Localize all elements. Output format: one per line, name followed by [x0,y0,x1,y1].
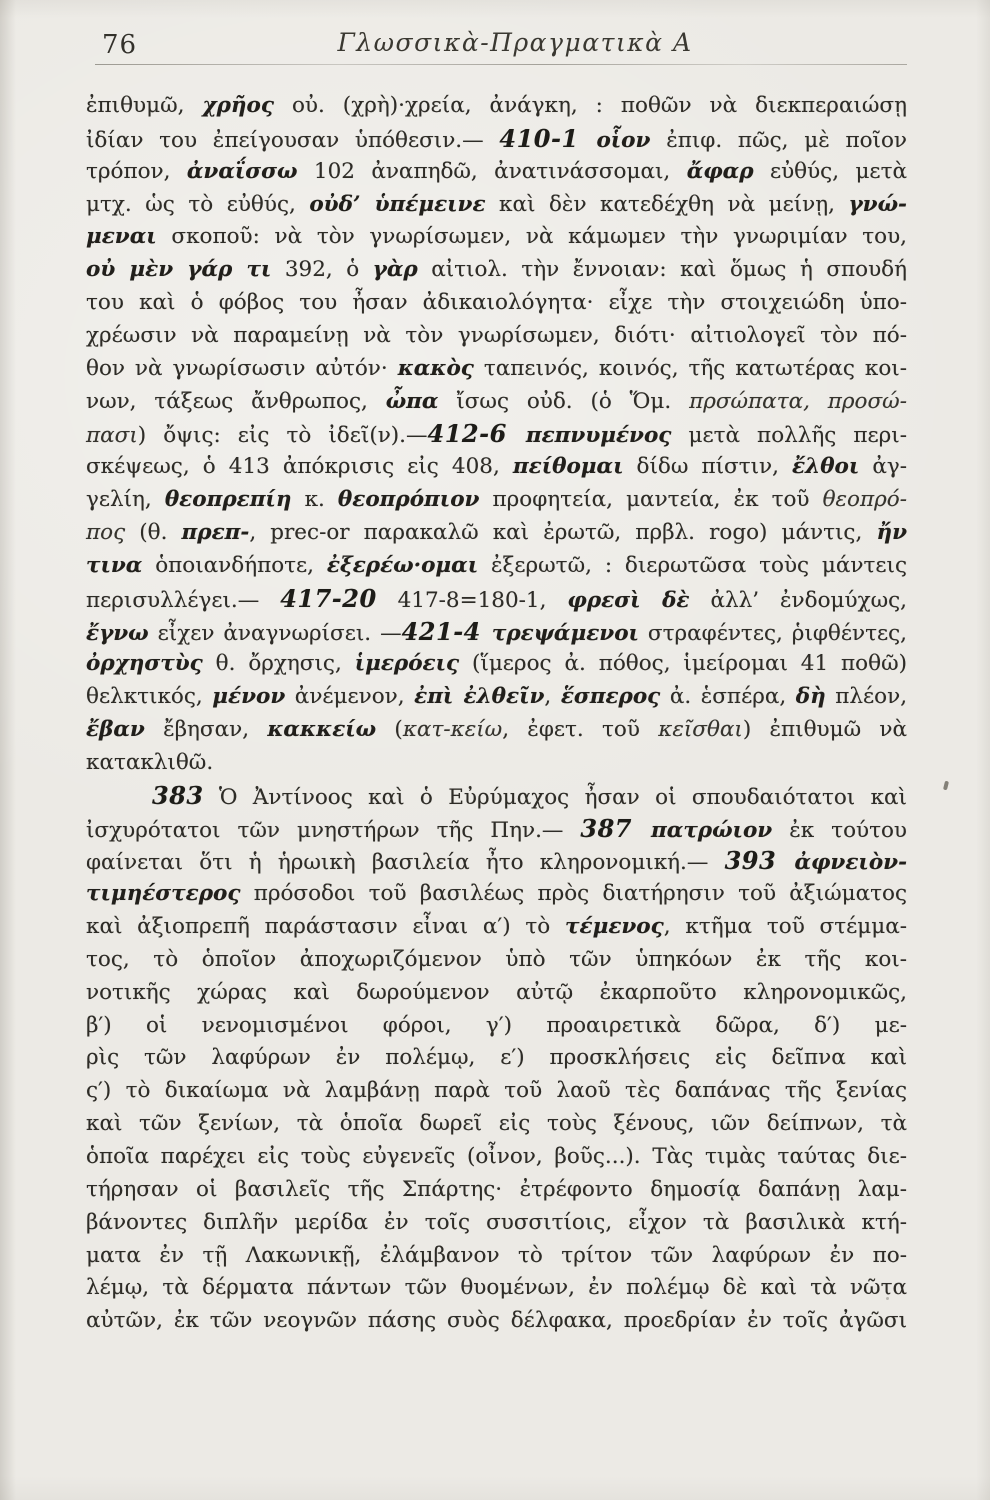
body-text: ἐπιθυμῶ, [86,93,203,118]
lemma: ἕσπερος [560,684,661,710]
text-line [86,1174,907,1207]
lemma: τρεψάμενοι [491,620,639,646]
lemma: ὦπα [385,388,439,414]
paragraph [86,90,907,780]
lemma: χρῆος [202,93,274,118]
lemma: ἱμερόεις [354,651,460,677]
body-text: ἴσως οὐδ. (ὁ Ὅμ. [438,388,690,414]
body-text: χρέωσιν νὰ παραμείνῃ νὰ τὸν γνωρίσωμεν, διότι· αἰτιολογεῖ τὸν πό- [86,322,907,348]
body-text: βάνοντες διπλῆν μερίδα ἐν τοῖς συσσιτίοις, εἶχον τὰ βασιλικὰ κτή- [86,1209,907,1235]
text-line [86,648,907,681]
lemma: κακκείω [267,717,377,743]
lemma: μένον [212,684,286,710]
body-text: ) ἐπιθυμῶ νὰ [742,717,907,743]
lemma: πείθομαι [512,454,624,480]
page-header [0,28,990,62]
body-text: ταπεινός, κοινός, τῆς κατωτέρας κοι- [473,355,907,381]
text-line [86,1141,907,1174]
verse-number: 383 [152,780,204,810]
text-line [86,221,907,254]
lemma: γὰρ [372,257,418,283]
body-text: , prec-or παρακαλῶ καὶ ἐρωτῶ, πρβλ. rogo) μάντις, [249,519,877,545]
text-line [86,845,907,878]
body-text: τρόπον, [86,158,187,184]
text-line [86,353,907,386]
text-line [86,944,907,977]
body-text: πλέον, [825,684,908,710]
body-text: νοτικῆς χώρας καὶ δωρούμενον αὐτῷ ἐκαρποῦτο κληρονομικῶς, [86,979,907,1005]
ink-speck [943,781,949,791]
lemma: ἔγνω [86,620,149,646]
lemma: μεναι [86,224,157,250]
text-line [86,123,907,156]
body-text: ἀγ- [859,454,908,480]
body-text: αὐτῶν, ἐκ τῶν νεογνῶν πάσης συὸς δέλφακα, προεδρίαν ἐν τοῖς ἀγῶσι [86,1308,907,1334]
lemma: οὐδ’ ὑπέμεινε [309,191,486,217]
lemma: ἔλθοι [792,454,860,480]
lemma: ἀφνειὸν- [794,850,908,876]
text-line [86,583,907,616]
body-text: Ὁ Ἀντίνοος καὶ ὁ Εὐρύμαχος ἦσαν οἱ σπουδαιότατοι καὶ [203,784,907,810]
verse-number: 421-4 [401,616,492,646]
body-text: θ. ὄρχησις, [202,651,355,677]
body-text: νων, τάξεως ἄνθρωπος, [86,388,386,414]
body-text: δίδω πίστιν, [623,454,793,480]
body-text: ἐπιφ. πῶς, μὲ ποῖον [650,127,907,153]
text-line [86,747,907,780]
verse-number: 412-6 [427,419,526,449]
lemma: πεπνυμένος [525,423,672,449]
body-text: τήρησαν οἱ βασιλεῖς τῆς Σπάρτης· ἐτρέφοντο δημοσίᾳ δαπάνῃ λαμ- [86,1176,907,1202]
body-text: ἰδίαν του ἐπείγουσαν ὑπόθεσιν.— [86,127,500,153]
text-line [86,1075,907,1108]
paragraph [86,780,907,1338]
body-text: περισυλλέγει.— [86,587,281,613]
body-text: ἔβησαν, [144,717,268,743]
text-line [86,320,907,353]
body-text: φαίνεται ὅτι ἡ ἡρωικὴ βασιλεία ἦτο κληρονομική.— [86,850,725,876]
body-text: 392, ὁ [271,257,373,283]
verse-number: 410-1 [499,123,597,153]
text-line [86,1207,907,1240]
text-line [86,287,907,320]
body-text: καὶ τῶν ξενίων, τὰ ὁποῖα δωρεῖ εἰς τοὺς ξένους, ιῶν δείπνων, τὰ [86,1111,907,1137]
lemma: ἀναΐσσω [186,158,298,184]
italic-term: πασι [86,423,138,449]
text-line [86,911,907,944]
text-line [86,386,907,419]
text-line [86,1272,907,1305]
body-text: ρὶς τῶν λαφύρων ἐν πολέμῳ, ε′) προσκλήσεις εἰς δεῖπνα καὶ [86,1045,907,1071]
body-text: , κτῆμα τοῦ στέμμα- [663,914,907,940]
body-text: καὶ ἀξιοπρεπῆ παράστασιν εἶναι α′) τὸ [86,914,566,940]
verse-number: 417-20 [280,583,377,613]
body-text: εὐθύς, μετὰ [753,158,907,184]
body-text: ματα ἐν τῇ Λακωνικῇ, ἐλάμβανον τὸ τρίτον τῶν λαφύρων ἐν πο- [86,1242,907,1268]
lemma: θεοπρεπίη [164,487,292,513]
verse-number: 387 [580,813,652,843]
text-line [86,616,907,649]
body-text: του καὶ ὁ φόβος του ἦσαν ἀδικαιολόγητα· εἶχε τὴν στοιχειώδη ὑπο- [86,290,907,316]
lemma: πρεπ- [181,519,250,545]
body-text: , ἐφετ. τοῦ [502,717,659,743]
body-text: θελκτικός, [86,684,213,710]
body-text: μτχ. ὡς τὸ εὐθύς, [86,191,310,217]
body-text: ἀ. ἑσπέρα, [660,684,796,710]
verse-number: 393 [724,846,795,876]
text-line [86,780,907,813]
body-text: β′) οἱ νενομισμένοι φόροι, γ′) προαιρετικὰ δῶρα, δ′) με- [86,1012,907,1038]
lemma: πατρώιον [651,817,773,843]
text-line [86,977,907,1010]
body-text: θον νὰ γνωρίσωσιν αὐτόν· [86,355,398,381]
text-line [86,1010,907,1043]
body-text: ὁποῖα παρέχει εἰς τοὺς εὐγενεῖς (οἶνον, βοῦς...). Τὰς τιμὰς ταύτας διε- [86,1144,907,1169]
body-text: κατακλιθῶ. [86,749,214,775]
body-text: αἰτιολ. τὴν ἔννοιαν: καὶ ὅμως ἡ σπουδή [417,257,907,283]
lemma: τιμηέστερος [86,881,241,907]
lemma: ὀρχηστὺς [86,651,203,677]
text-line [86,189,907,222]
body-text: ἀνέμενον, [285,684,415,710]
body-text: καὶ δὲν κατεδέχθη νὰ μείνῃ, [485,191,849,217]
body-text: ἀλλ’ ἐνδομύχως, [689,587,907,613]
body-text: λέμῳ, τὰ δέρματα πάντων τῶν θυομένων, ἐν πολέμῳ δὲ καὶ τὰ νῶτα [86,1275,907,1301]
text-block [86,90,907,1338]
text-line [86,517,907,550]
text-line [86,451,907,484]
lemma: τινα [86,552,143,578]
italic-term: πρσώπατα, προσώ- [689,388,907,414]
lemma: τέμενος [565,914,664,940]
text-line [86,714,907,747]
body-text: ( [376,717,403,743]
body-text: (ἵμερος ἀ. πόθος, ἱμείρομαι 41 ποθῶ) [459,651,907,677]
lemma: κακὸς [397,355,474,381]
body-text: τος, τὸ ὁποῖον ἀποχωριζόμενον ὑπὸ τῶν ὑπηκόων ἐκ τῆς κοι- [86,946,907,972]
italic-term: κεῖσθαι [658,717,743,743]
lemma: δὴ [795,684,826,710]
running-title: Γλωσσικὰ-Πραγματικὰ Α [337,28,693,57]
text-line [86,550,907,583]
body-text: προφητεία, μαντεία, ἐκ τοῦ [479,487,823,513]
lemma: ἔβαν [86,717,145,743]
body-text: εἶχεν ἀναγνωρίσει. — [148,620,402,646]
body-text: μετὰ πολλῆς περι- [671,423,907,449]
lemma: ἄφαρ [686,158,754,184]
body-text: 102 ἀναπηδῶ, ἀνατινάσσομαι, [297,158,687,184]
text-line [86,1305,907,1338]
italic-term: πος [86,519,126,545]
text-line [86,878,907,911]
header-rule [95,64,907,65]
lemma: ἐπὶ ἐλθεῖν [414,684,545,710]
body-text: 417-8=180-1, [376,587,568,613]
text-line [86,1042,907,1075]
body-text: ς′) τὸ δικαίωμα νὰ λαμβάνῃ παρὰ τοῦ λαοῦ τὲς δαπάνας τῆς ξενίας [86,1078,907,1104]
body-text: οὐ. (χρὴ)·χρεία, ἀνάγκη, : ποθῶν νὰ διεκπεραιώσῃ [273,93,907,118]
lemma: οὐ μὲν γάρ τι [86,257,272,283]
page-number: 76 [102,30,138,60]
body-text: σκοποῦ: νὰ τὸν γνωρίσωμεν, νὰ κάμωμεν τὴν γνωριμίαν του, [156,224,907,250]
lemma: φρεσὶ δὲ [567,587,690,613]
body-text: κ. [291,487,338,513]
lemma: οἷον [596,127,651,153]
lemma: γνώ- [848,191,907,217]
body-text: , [544,684,561,710]
body-text: (θ. [125,519,182,545]
body-text: ἐξερωτῶ, : διερωτῶσα τοὺς μάντεις [478,552,907,578]
text-line [86,1108,907,1141]
body-text: ἐκ τούτου [772,817,907,843]
lemma: ἤν [876,519,907,545]
text-line [86,681,907,714]
text-line [86,156,907,189]
body-text: ) ὄψις: εἰς τὸ ἰδεῖ(ν).— [137,423,428,449]
lemma: θεοπρόπιον [337,487,480,513]
italic-term: θεοπρό- [822,487,907,513]
text-line [86,254,907,287]
body-text: ἰσχυρότατοι τῶν μνηστήρων τῆς Πην.— [86,817,581,843]
text-line [86,90,907,123]
lemma: ἐξερέω·ομαι [326,552,479,578]
italic-term: κατ-κείω [402,717,503,743]
body-text: πρόσοδοι τοῦ βασιλέως πρὸς διατήρησιν τοῦ ἀξιώματος [240,881,907,907]
body-text: στραφέντες, ῥιφθέντες, [638,620,907,646]
text-line [86,1240,907,1273]
text-line [86,484,907,517]
text-line [86,418,907,451]
body-text: σκέψεως, ὁ 413 ἀπόκρισις εἰς 408, [86,454,513,480]
text-line [86,813,907,846]
body-text: γελίη, [86,487,165,513]
body-text: ὁποιανδήποτε, [142,552,327,578]
